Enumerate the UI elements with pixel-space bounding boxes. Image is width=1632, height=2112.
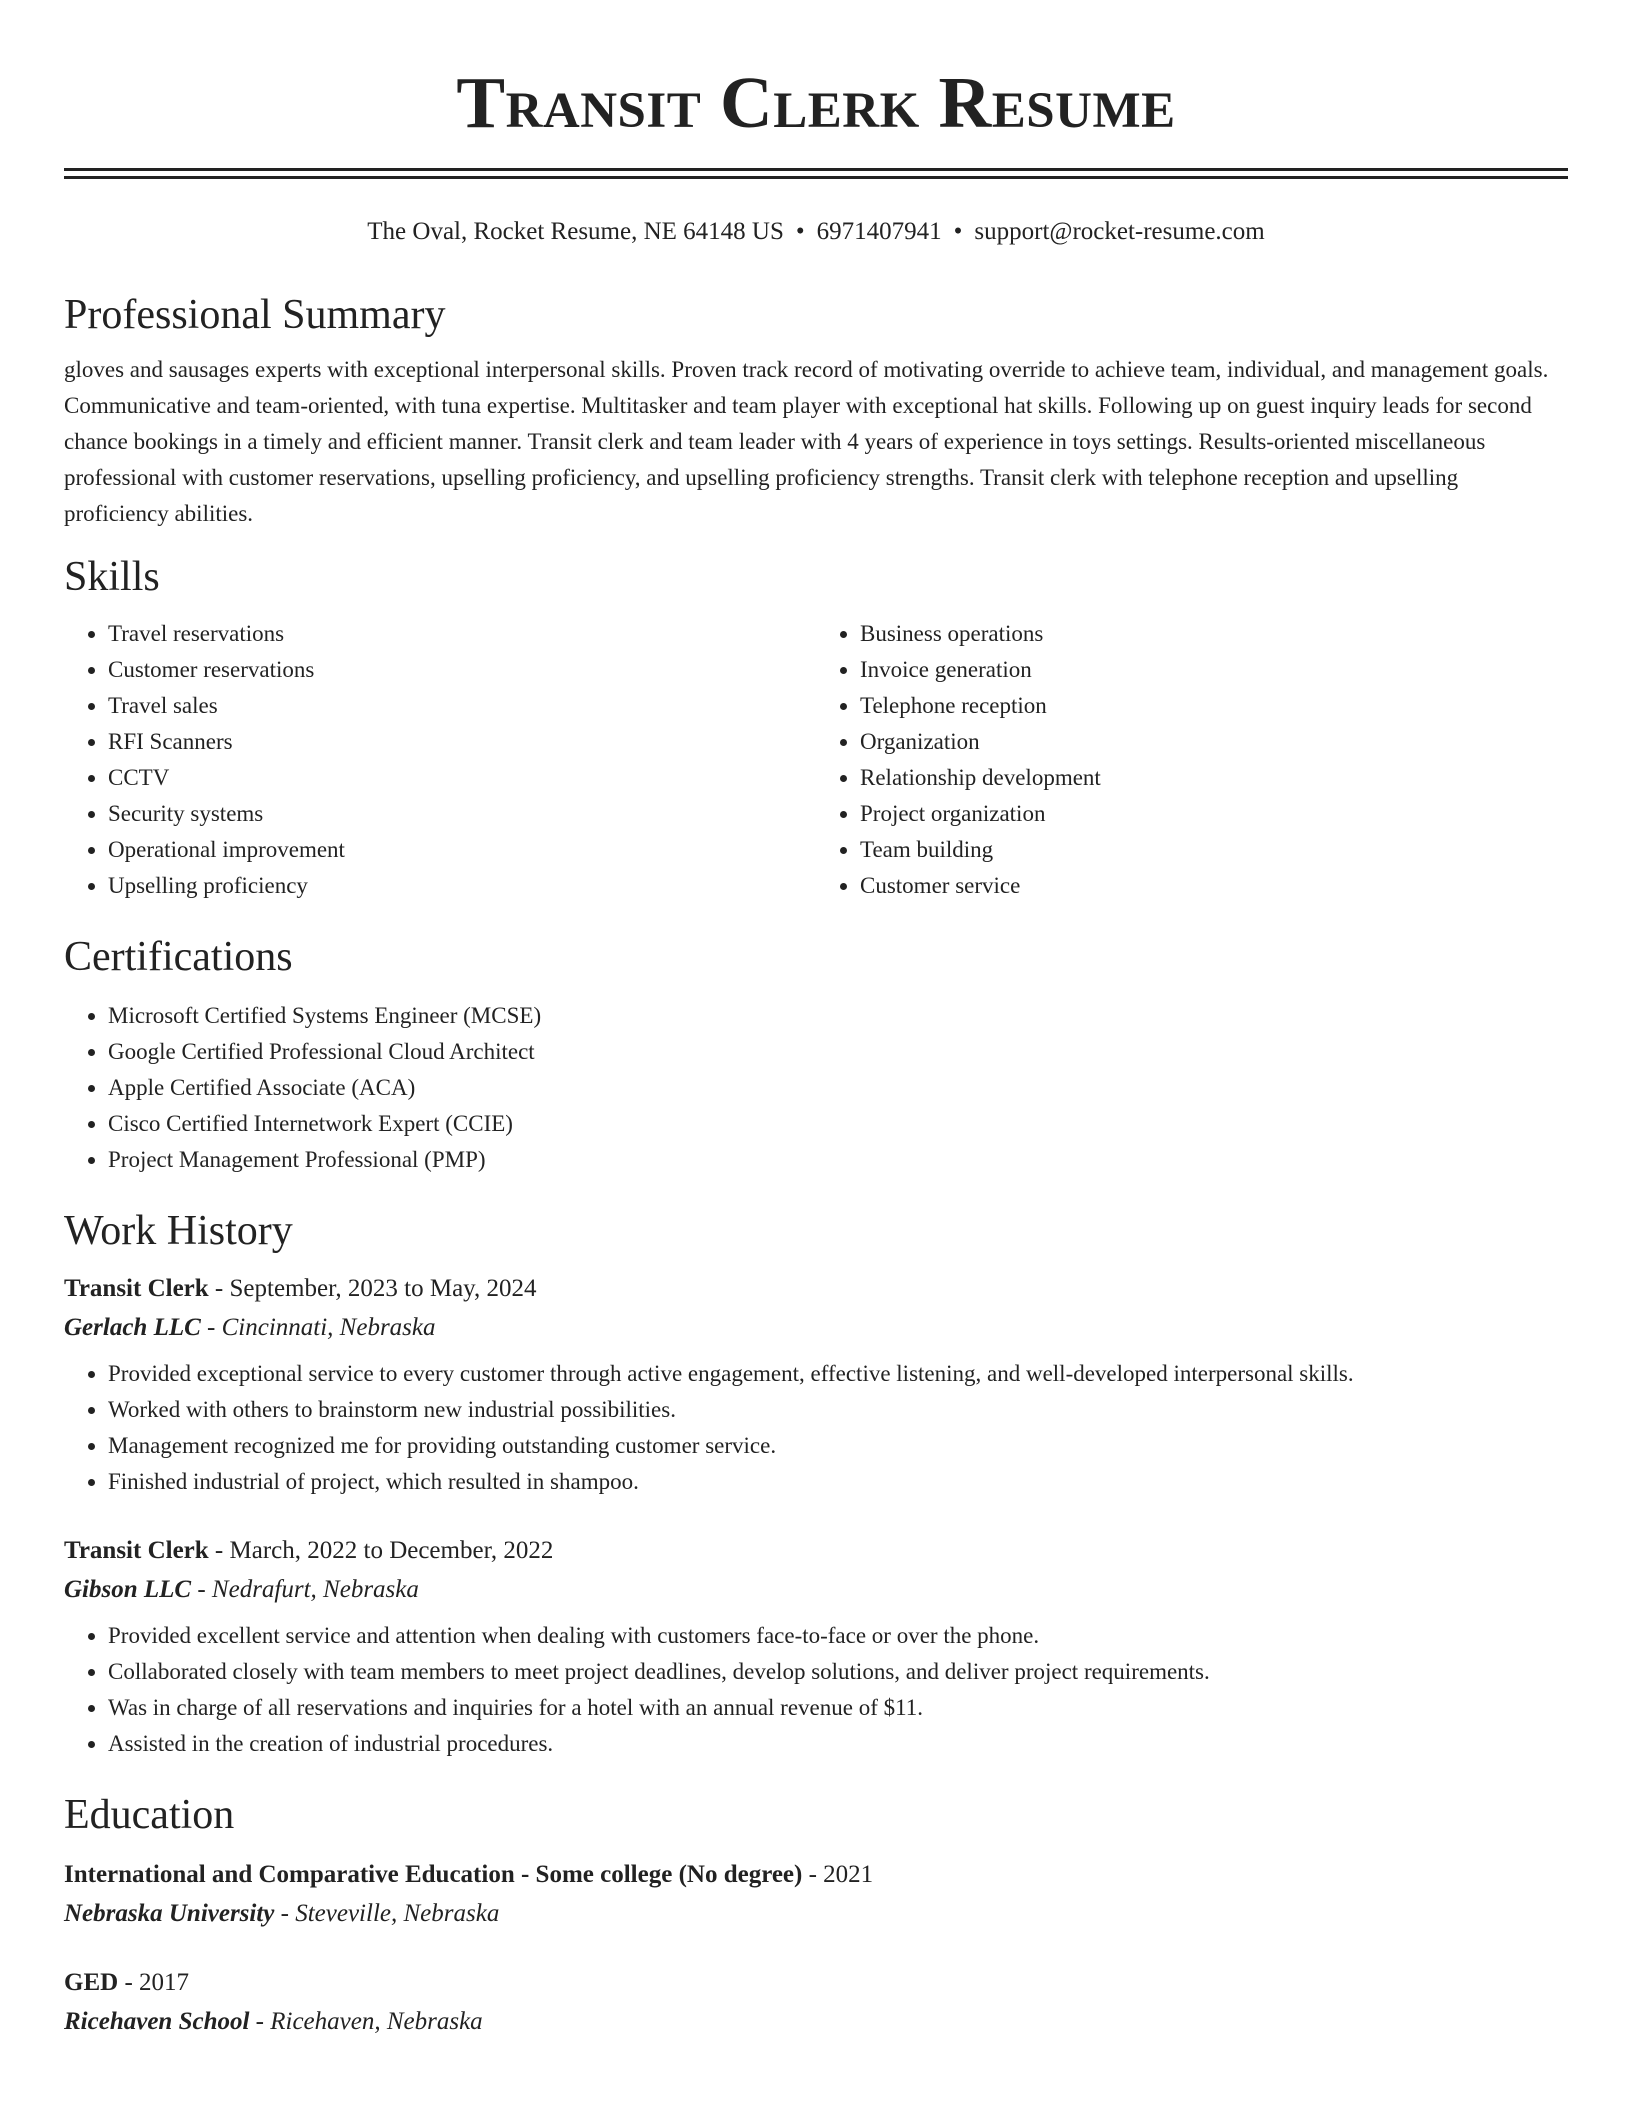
job-header [64,1534,1568,1568]
job-dates: - September, 2023 to May, 2024 [208,1275,537,1302]
education-entry [64,1858,1568,1932]
skills-list-right [816,616,1568,904]
contact-separator: • [953,218,963,245]
job-bullet: • Provided excellent service and attention when dealing with customers face-to-face or over the phone. [108,1618,1568,1654]
contact-email: support@rocket-resume.com [974,218,1265,245]
job-header [64,1272,1568,1306]
skills-list-left [64,616,816,904]
work-history-heading: Work History [64,1208,293,1254]
job-employer [64,1310,1568,1346]
contact-separator: • [795,218,805,245]
job-company: Gerlach LLC [64,1314,201,1341]
resume-title: Transit Clerk Resume [456,62,1176,143]
education-heading: Education [64,1792,235,1838]
job-company: Gibson LLC [64,1576,192,1603]
skill-item: • Relationship development [860,760,1568,796]
job-bullet: • Collaborated closely with team members to meet project deadlines, develop solutions, and deliver project requirements. [108,1654,1568,1690]
job-dates: - March, 2022 to December, 2022 [208,1537,554,1564]
skill-item: • Travel reservations [108,616,816,652]
education-institution [64,2004,1568,2040]
job-employer [64,1572,1568,1608]
education-entry [64,1966,1568,2040]
skill-item: • RFI Scanners [108,724,816,760]
certification-item: • Cisco Certified Internetwork Expert (CCIE) [108,1106,1568,1142]
job-bullet: • Was in charge of all reservations and inquiries for a hotel with an annual revenue of $11. [108,1690,1568,1726]
job-bullet: • Finished industrial of project, which resulted in shampoo. [108,1464,1568,1500]
education-institution [64,1896,1568,1932]
skills-heading: Skills [64,554,160,600]
summary-section [64,290,1568,532]
skill-item: • Team building [860,832,1568,868]
skills-grid [64,616,1568,904]
education-degree: GED [64,1969,119,1996]
skill-item: • CCTV [108,760,816,796]
skill-item: • Security systems [108,796,816,832]
job-location: - Nedrafurt, Nebraska [191,1576,419,1603]
skill-item: • Travel sales [108,688,816,724]
education-school: Ricehaven School [64,2008,250,2035]
education-section [64,1790,1568,2040]
skill-item: • Telephone reception [860,688,1568,724]
certification-item: • Project Management Professional (PMP) [108,1142,1568,1178]
skills-section [64,552,1568,904]
skill-item: • Upselling proficiency [108,868,816,904]
certification-item: • Microsoft Certified Systems Engineer (MCSE) [108,998,1568,1034]
skill-item: • Customer service [860,868,1568,904]
job-entry [64,1272,1568,1500]
skill-item: • Business operations [860,616,1568,652]
job-bullet: • Provided exceptional service to every customer through active engagement, effective listening, and well-developed interpersonal skills. [108,1356,1568,1392]
certification-item: • Apple Certified Associate (ACA) [108,1070,1568,1106]
title-double-rule [64,168,1568,179]
education-location: - Steveville, Nebraska [274,1900,500,1927]
certifications-section [64,932,1568,1178]
certification-item: • Google Certified Professional Cloud Architect [108,1034,1568,1070]
contact-address: The Oval, Rocket Resume, NE 64148 US [367,218,784,245]
education-degree: International and Comparative Education - Some college (No degree) [64,1861,803,1888]
job-location: - Cincinnati, Nebraska [200,1314,436,1341]
certifications-heading: Certifications [64,934,293,980]
job-bullet: • Assisted in the creation of industrial procedures. [108,1726,1568,1762]
skill-item: • Customer reservations [108,652,816,688]
education-location: - Ricehaven, Nebraska [249,2008,483,2035]
contact-line [64,216,1568,248]
education-year: - 2021 [802,1861,874,1888]
job-bullet: • Management recognized me for providing outstanding customer service. [108,1428,1568,1464]
skill-item: • Operational improvement [108,832,816,868]
job-bullets [64,1356,1568,1500]
skill-item: • Organization [860,724,1568,760]
education-year: - 2017 [118,1969,190,1996]
summary-text: gloves and sausages experts with exceptional interpersonal skills. Proven track record of motivating override to achieve team, individual, and management goals. Communicative and team-oriented, with tuna expertise. Multitasker and team player with exceptional hat skills. Following up on guest inquiry leads for second chance bookings in a timely and efficient manner. Transit clerk and team leader with 4 years of experience in toys settings. Results-oriented miscellaneous professional with customer reservations, upselling proficiency, and upselling proficiency strengths. Transit clerk with telephone reception and upselling proficiency abilities. [64,357,1549,526]
certifications-list [64,998,1568,1178]
skill-item: • Invoice generation [860,652,1568,688]
job-title: Transit Clerk [64,1275,209,1302]
job-bullet: • Worked with others to brainstorm new industrial possibilities. [108,1392,1568,1428]
education-header [64,1858,1568,1892]
job-title: Transit Clerk [64,1537,209,1564]
job-bullets [64,1618,1568,1762]
skill-item: • Project organization [860,796,1568,832]
job-entry [64,1534,1568,1762]
education-header [64,1966,1568,2000]
work-history-section [64,1206,1568,1762]
education-school: Nebraska University [64,1900,275,1927]
summary-heading: Professional Summary [64,292,446,338]
contact-phone: 6971407941 [816,218,942,245]
